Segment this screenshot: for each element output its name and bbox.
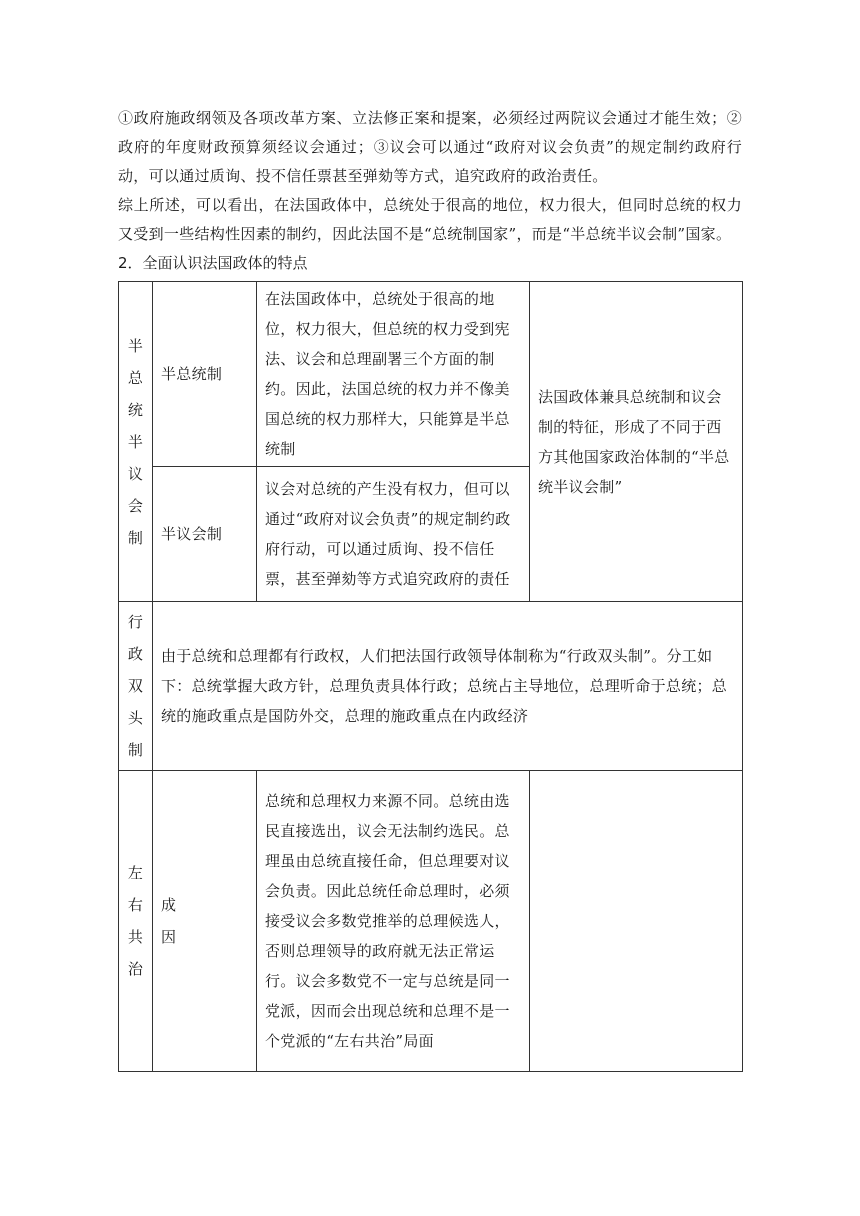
document-page [118, 104, 742, 1072]
category-char: 半 [127, 432, 144, 451]
features-table [118, 281, 743, 1072]
category-char: 政 [127, 645, 144, 663]
category-char: 统 [127, 400, 144, 419]
category-char: 右 [127, 896, 144, 914]
table-row [119, 602, 743, 771]
category-char: 总 [127, 368, 144, 387]
category-char: 左 [127, 864, 144, 882]
category-char: 双 [127, 677, 144, 695]
cohabitation-summary-empty [530, 771, 743, 1072]
paragraph-summary: 综上所述，可以看出，在法国政体中，总统处于很高的地位，权力很大，但同时总统的权力又受到一些结构性因素的制约，因此法国不是“总统制国家”，而是“半总统半议会制”国家。 [118, 196, 742, 243]
category-char: 共 [127, 928, 144, 946]
cohabitation-cause-text: 总统和总理权力来源不同。总统由选民直接选出，议会无法制约选民。总理虽由总统直接任命，但总理要对议会负责。因此总统任命总理时，必须接受议会多数党推举的总理候选人，否则总理领导的政府就无法正常运行。议会多数党不一定与总统是同一党派，因而会出现总统和总理不是一个党派的“左右共治”局面 [257, 771, 530, 1072]
category-char: 半 [127, 336, 144, 355]
section-heading: 2．全面认识法国政体的特点 [118, 254, 308, 272]
table-row [119, 771, 743, 1072]
category-char: 会 [127, 496, 144, 515]
cohabitation-cause-label [153, 771, 257, 1072]
table-row [119, 282, 743, 467]
cause-char: 成 [161, 896, 177, 914]
category-dual-executive [119, 602, 153, 771]
category-char: 议 [127, 464, 144, 483]
category-char: 治 [127, 960, 144, 978]
row-summary-text: 法国政体兼具总统制和议会制的特征，形成了不同于西方其他国家政治体制的“半总统半议会制” [530, 282, 743, 602]
semi-parliamentary-text: 议会对总统的产生没有权力，但可以通过“政府对议会负责”的规定制约政府行动，可以通过质询、投不信任票，甚至弹劾等方式追究政府的责任 [257, 467, 530, 602]
category-char: 头 [127, 709, 144, 727]
category-cohabitation [119, 771, 153, 1072]
category-char: 制 [127, 741, 144, 759]
category-char: 制 [127, 528, 144, 547]
semi-parliamentary-label: 半议会制 [153, 467, 257, 602]
cause-char: 因 [161, 928, 177, 946]
semi-presidential-label: 半总统制 [153, 282, 257, 467]
semi-presidential-text: 在法国政体中，总统处于很高的地位，权力很大，但总统的权力受到宪法、议会和总理副署三个方面的制约。因此，法国总统的权力并不像美国总统的权力那样大，只能算是半总统制 [257, 282, 530, 467]
category-char: 行 [127, 613, 144, 631]
category-semi-presidential-semi-parliamentary [119, 282, 153, 602]
paragraph-parliament-checks: ①政府施政纲领及各项改革方案、立法修正案和提案，必须经过两院议会通过才能生效；②政府的年度财政预算须经议会通过；③议会可以通过“政府对议会负责”的规定制约政府行动，可以通过质询、投不信任票甚至弹劾等方式，追究政府的政治责任。 [118, 109, 742, 185]
dual-executive-text: 由于总统和总理都有行政权，人们把法国行政领导体制称为“行政双头制”。分工如下：总统掌握大政方针，总理负责具体行政；总统占主导地位，总理听命于总统；总统的施政重点是国防外交，总理的施政重点在内政经济 [153, 602, 743, 771]
